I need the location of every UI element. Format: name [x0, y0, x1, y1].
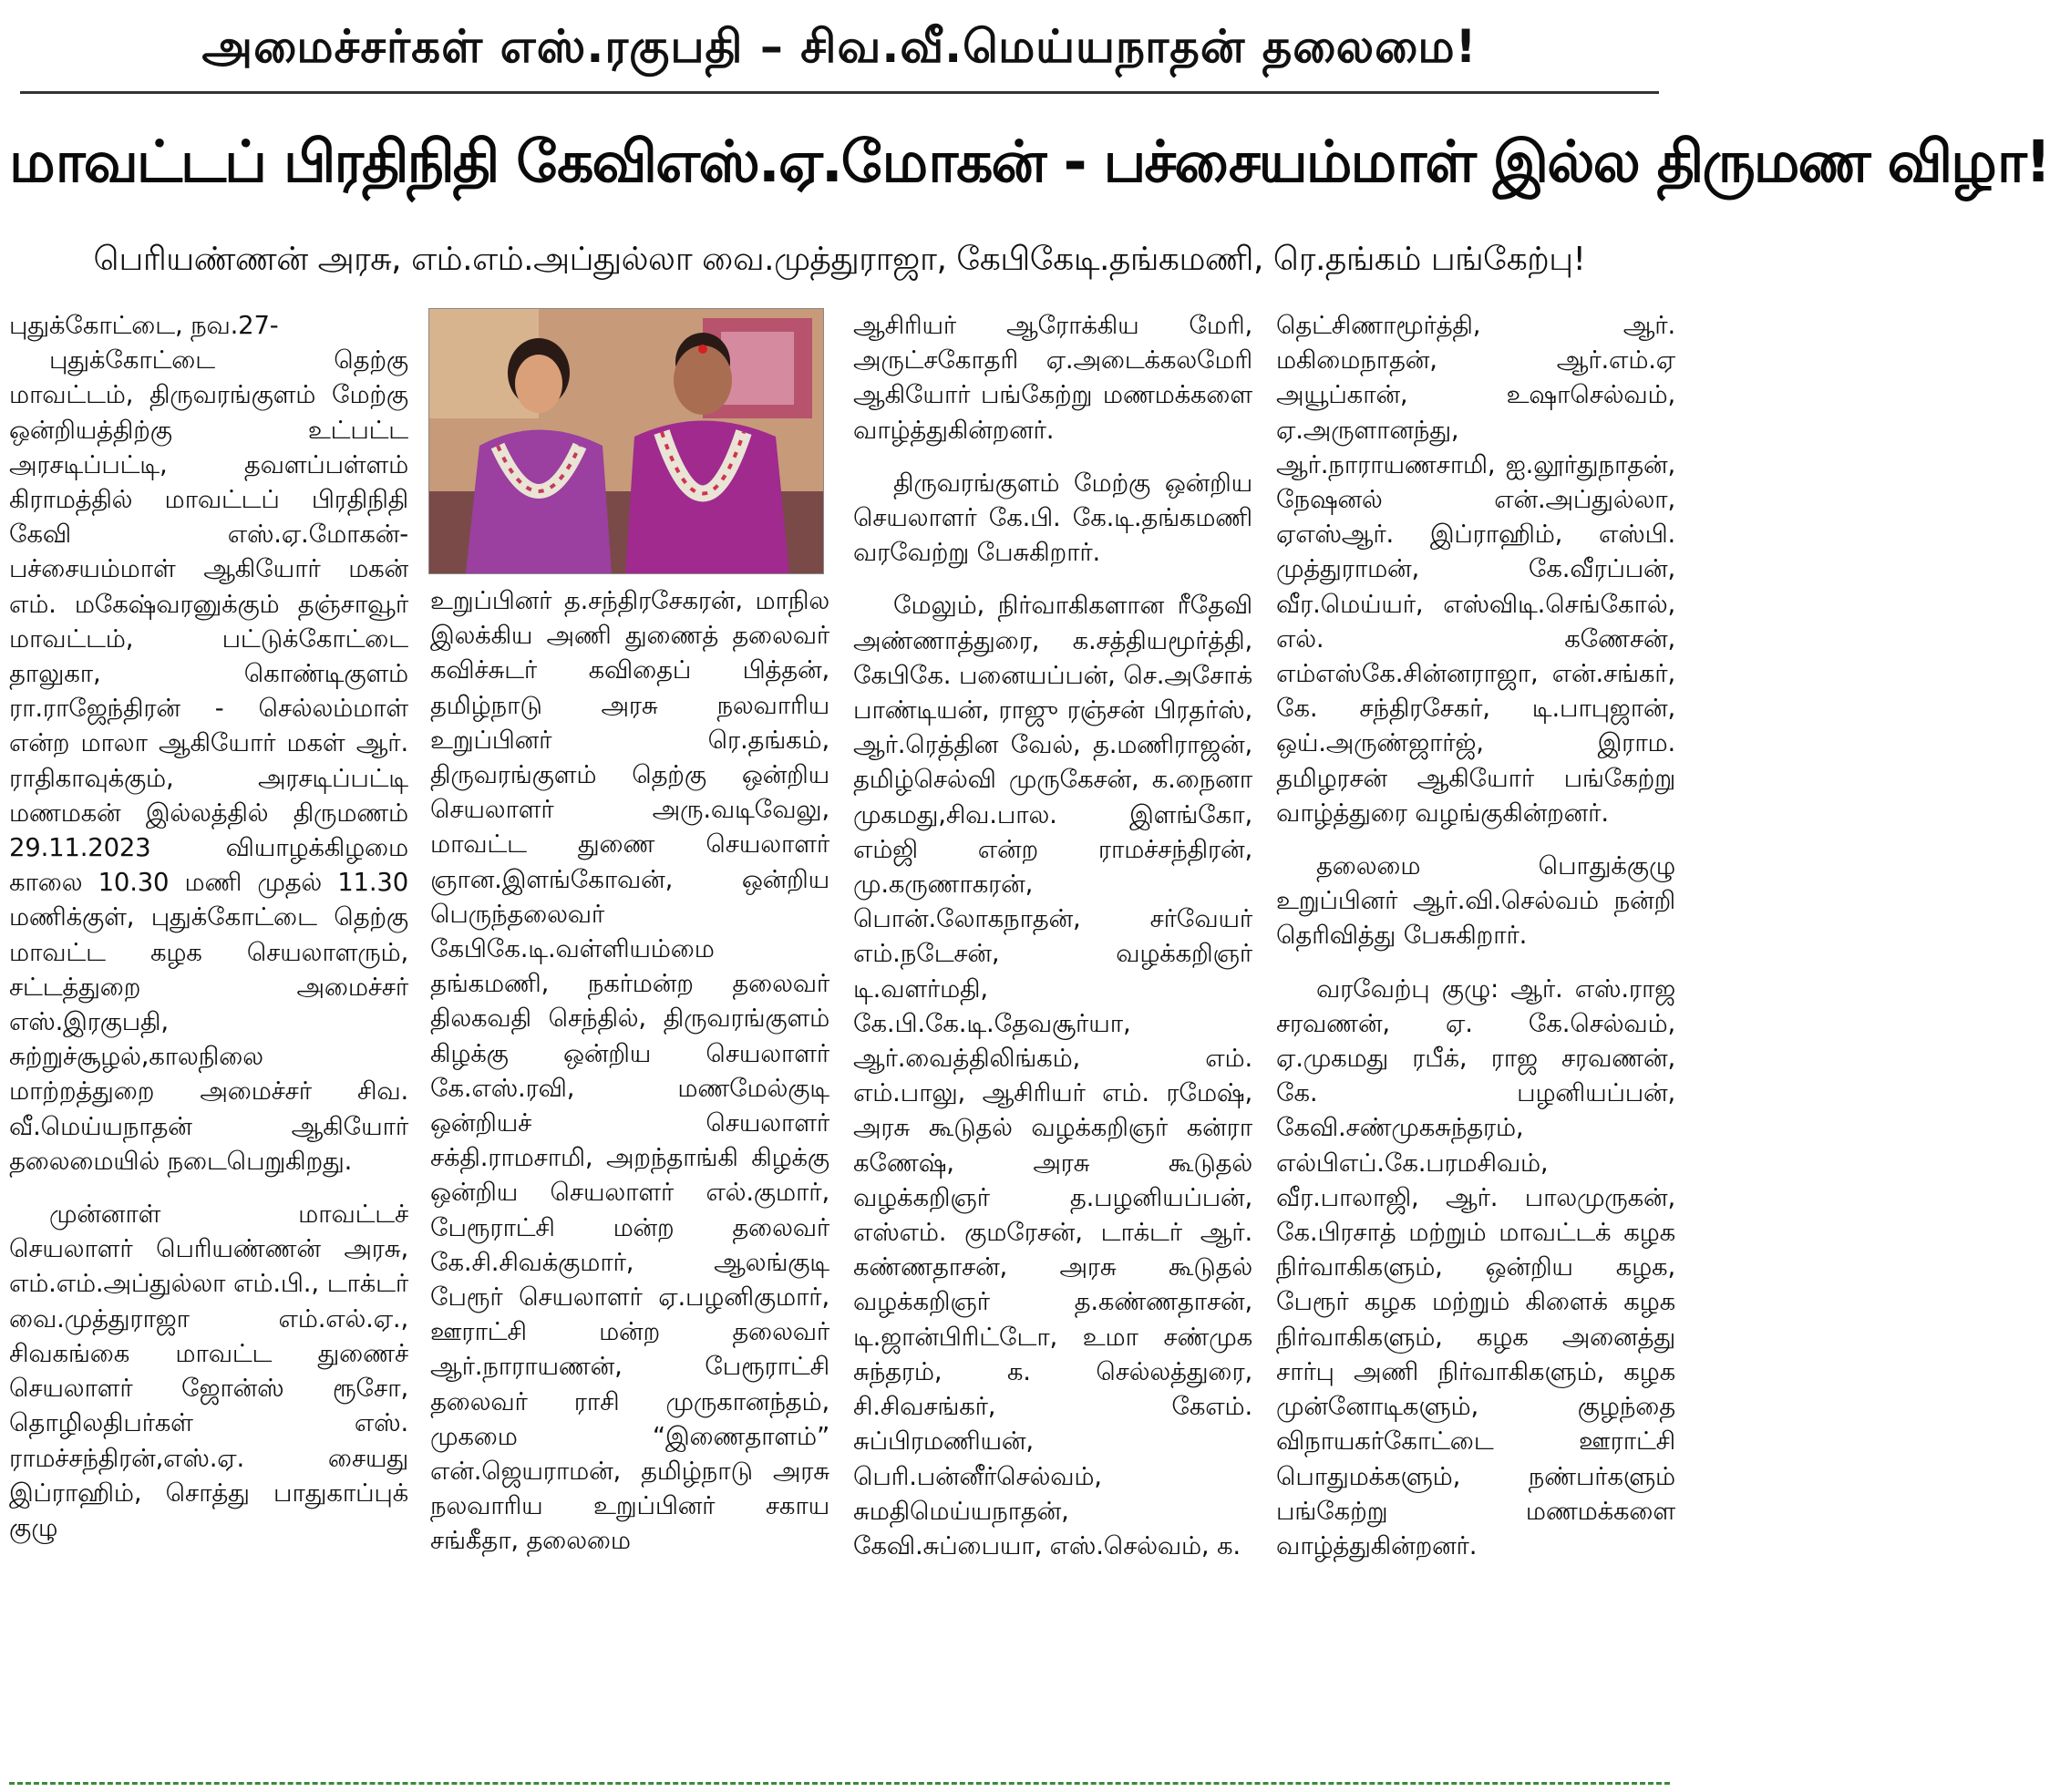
dateline: புதுக்கோட்டை, நவ.27- [9, 311, 279, 340]
paragraph: புதுக்கோட்டை தெற்கு மாவட்டம், திருவரங்குளம் மேற்கு ஒன்றியத்திற்கு உட்பட்ட அரசடிப்பட்டி, தவளப்பள்ளம் கிராமத்தில் மாவட்டப் பிரதிநிதி கேவி எஸ்.ஏ.மோகன்-பச்சையம்மாள் ஆகியோர் மகன் எம். மகேஷ்வரனுக்கும் தஞ்சாவூர் மாவட்டம், பட்டுக்கோட்டை தாலுகா, கொண்டிகுளம் ரா.ராஜேந்திரன் - செல்லம்மாள் என்ற மாலா ஆகியோர் மகள் ஆர். ராதிகாவுக்கும், அரசடிப்பட்டி மணமகன் இல்லத்தில் திருமணம் 29.11.2023 வியாழக்கிழமை காலை 10.30 மணி முதல் 11.30 மணிக்குள், புதுக்கோட்டை தெற்கு மாவட்ட கழக செயலாளரும், சட்டத்துறை அமைச்சர் எஸ்.இரகுபதி, சுற்றுச்சூழல்,காலநிலை மாற்றத்துறை அமைச்சர் சிவ. வீ.மெய்யநாதன் ஆகியோர் தலைமையில் நடைபெறுகிறது. [9, 345, 408, 1176]
paragraph: ஆசிரியர் ஆரோக்கிய மேரி, அருட்சகோதரி ஏ.அடைக்கலமேரி ஆகியோர் பங்கேற்று மணமக்களை வாழ்த்துகின்றனர். [853, 311, 1252, 445]
wedding-couple-photo [428, 308, 824, 574]
headline-divider [20, 91, 1659, 94]
article-column-3 [853, 308, 1252, 1563]
paragraph: மேலும், நிர்வாகிகளான ரீதேவி அண்ணாத்துரை, க.சத்தியமூர்த்தி, கேபிகே. பனையப்பன், செ.அசோக் பாண்டியன், ராஜு ரஞ்சன் பிரதர்ஸ், ஆர்.ரெத்தின வேல், த.மணிராஜன், தமிழ்செல்வி முருகேசன், க.நைனா முகமது,சிவ.பால. இளங்கோ, எம்ஜி என்ற ராமச்சந்திரன், மு.கருணாகரன், பொன்.லோகநாதன், சர்வேயர் எம்.நடேசன், வழக்கறிஞர் டி.வளர்மதி, கே.பி.கே.டி.தேவசூர்யா, ஆர்.வைத்திலிங்கம், எம். எம்.பாலு, ஆசிரியர் எம். ரமேஷ், அரசு கூடுதல் வழக்கறிஞர் கன்ரா கணேஷ், அரசு கூடுதல் வழக்கறிஞர் த.பழனியப்பன், எஸ்எம். குமரேசன், டாக்டர் ஆர். கண்ணதாசன், அரசு கூடுதல் வழக்கறிஞர் த.கண்ணதாசன், டி.ஜான்பிரிட்டோ, உமா சண்முக சுந்தரம், க. செல்லத்துரை, சி.சிவசங்கர், கேஎம். சுப்பிரமணியன், பெரி.பன்னீர்செல்வம், சுமதிமெய்யநாதன், கேவி.சுப்பையா, எஸ்.செல்வம், க. [853, 591, 1252, 1560]
paragraph: திருவரங்குளம் மேற்கு ஒன்றிய செயலாளர் கே.பி. கே.டி.தங்கமணி வரவேற்று பேசுகிறார். [853, 468, 1252, 568]
article-column-4 [1276, 308, 1675, 1563]
bottom-dashed-divider [9, 1782, 1670, 1785]
main-headline: மாவட்டப் பிரதிநிதி கேவிஎஸ்.ஏ.மோகன் - பச்சையம்மாள் இல்ல திருமண விழா! [9, 129, 2050, 195]
article-column-1 [9, 308, 408, 1545]
sub-headline: பெரியண்ணன் அரசு, எம்.எம்.அப்துல்லா வை.முத்துராஜா, கேபிகேடி.தங்கமணி, ரெ.தங்கம் பங்கேற்பு! [93, 241, 1586, 278]
top-headline: அமைச்சர்கள் எஸ்.ரகுபதி – சிவ.வீ.மெய்யநாதன் தலைமை! [201, 20, 1478, 73]
paragraph: முன்னாள் மாவட்டச் செயலாளர் பெரியண்ணன் அரசு, எம்.எம்.அப்துல்லா எம்.பி., டாக்டர் வை.முத்துராஜா எம்.எல்.ஏ., சிவகங்கை மாவட்ட துணைச் செயலாளர் ஜோன்ஸ் ரூசோ, தொழிலதிபர்கள் எஸ். ராமச்சந்திரன்,எஸ்.ஏ. சையது இப்ராஹிம், சொத்து பாதுகாப்புக் குழு [9, 1200, 408, 1542]
paragraph: தெட்சிணாமூர்த்தி, ஆர். மகிமைநாதன், ஆர்.எம்.ஏ அயூப்கான், உஷாசெல்வம், ஏ.அருளானந்து, ஆர்.நாராயணசாமி, ஐ.லூர்துநாதன், நேஷனல் என்.அப்துல்லா, ஏஎஸ்ஆர். இப்ராஹிம், எஸ்பி. முத்துராமன், கே.வீரப்பன், வீர.மெய்யர், எஸ்விடி.செங்கோல், எல். கணேசன், எம்எஸ்கே.சின்னராஜா, என்.சங்கர், கே. சந்திரசேகர், டி.பாபுஜான், ஒய்.அருண்ஜார்ஜ், இராம. தமிழரசன் ஆகியோர் பங்கேற்று வாழ்த்துரை வழங்குகின்றனர். [1276, 311, 1675, 828]
paragraph: தலைமை பொதுக்குழு உறுப்பினர் ஆர்.வி.செல்வம் நன்றி தெரிவித்து பேசுகிறார். [1276, 851, 1675, 951]
paragraph: உறுப்பினர் த.சந்திரசேகரன், மாநில இலக்கிய அணி துணைத் தலைவர் கவிச்சுடர் கவிதைப் பித்தன், தமிழ்நாடு அரசு நலவாரிய உறுப்பினர் ரெ.தங்கம், திருவரங்குளம் தெற்கு ஒன்றிய செயலாளர் அரு.வடிவேலு, மாவட்ட துணை செயலாளர் ஞான.இளங்கோவன், ஒன்றிய பெருந்தலைவர் கேபிகே.டி.வள்ளியம்மை தங்கமணி, நகர்மன்ற தலைவர் திலகவதி செந்தில், திருவரங்குளம் கிழக்கு ஒன்றிய செயலாளர் கே.எஸ்.ரவி, மணமேல்குடி ஒன்றியச் செயலாளர் சக்தி.ராமசாமி, அறந்தாங்கி கிழக்கு ஒன்றிய செயலாளர் எல்.குமார், பேரூராட்சி மன்ற தலைவர் கே.சி.சிவக்குமார், ஆலங்குடி பேரூர் செயலாளர் ஏ.பழனிகுமார், ஊராட்சி மன்ற தலைவர் ஆர்.நாராயணன், பேரூராட்சி தலைவர் ராசி முருகானந்தம், முகமை “இணைதாளம்” என்.ஜெயராமன், தமிழ்நாடு அரசு நலவாரிய உறுப்பினர் சகாய சங்கீதா, தலைமை [430, 586, 829, 1556]
article-column-2 [430, 583, 829, 1559]
paragraph: வரவேற்பு குழு: ஆர். எஸ்.ராஜ சரவணன், ஏ. கே.செல்வம், ஏ.முகமது ரபீக், ராஜ சரவணன், கே. பழனியப்பன், கேவி.சண்முகசுந்தரம், எல்பிஎப்.கே.பரமசிவம், வீர.பாலாஜி, ஆர். பாலமுருகன், கே.பிரசாத் மற்றும் மாவட்டக் கழக நிர்வாகிகளும், ஒன்றிய கழக, பேரூர் கழக மற்றும் கிளைக் கழக நிர்வாகிகளும், கழக அனைத்து சார்பு அணி நிர்வாகிகளும், கழக முன்னோடிகளும், குழந்தை விநாயகர்கோட்டை ஊராட்சி பொதுமக்களும், நண்பர்களும் பங்கேற்று மணமக்களை வாழ்த்துகின்றனர். [1276, 973, 1675, 1560]
